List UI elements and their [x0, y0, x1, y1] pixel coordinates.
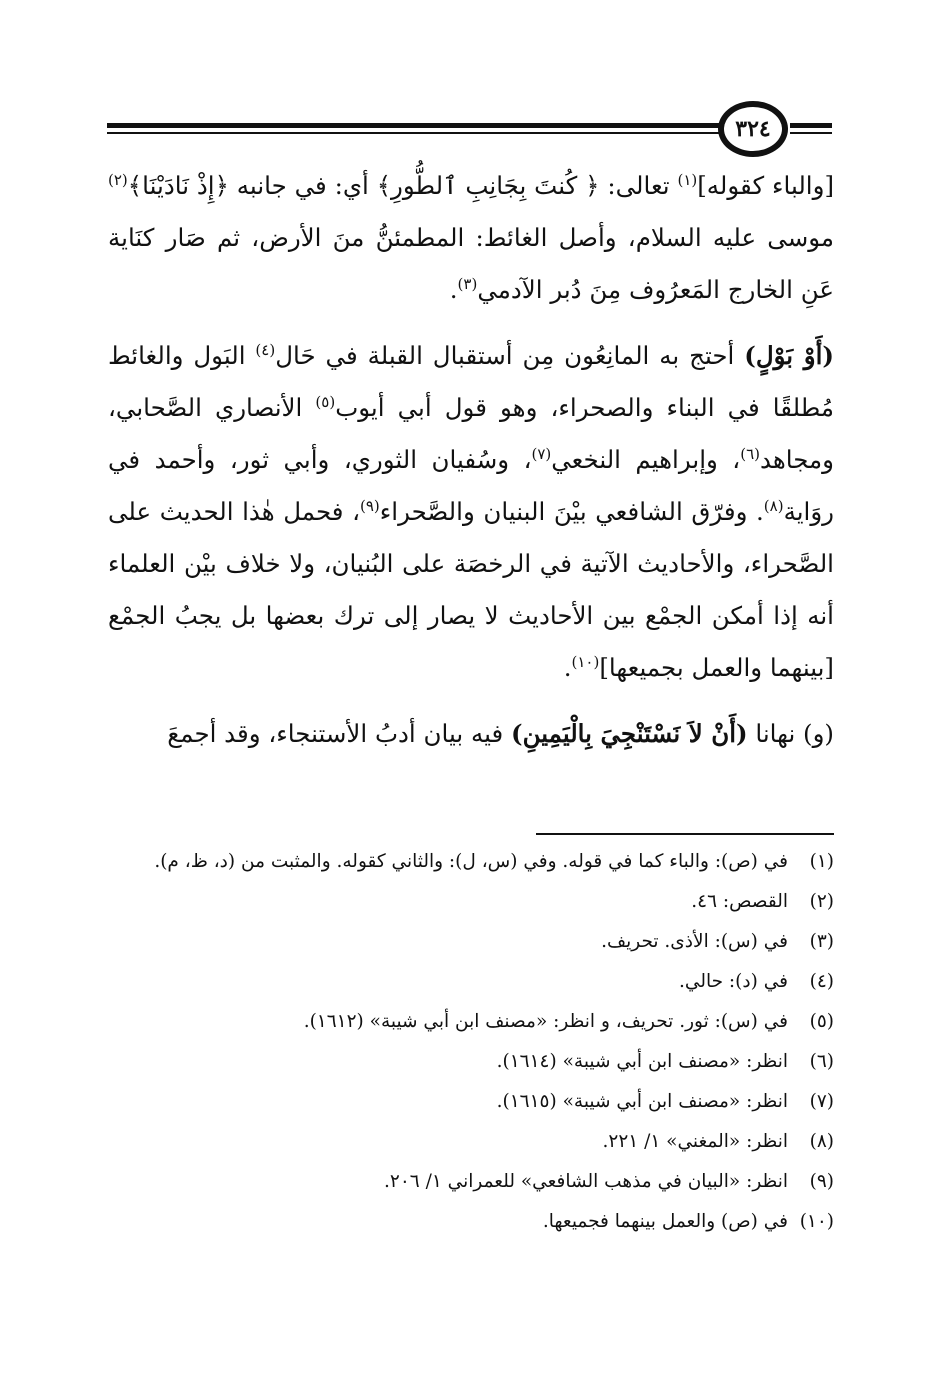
footnote-number: (٧) — [809, 1091, 834, 1112]
paragraph-2 — [108, 330, 834, 694]
paragraph-1 — [108, 160, 834, 316]
footnote-number: (٩) — [809, 1171, 834, 1192]
text-run: أحتج به المانِعُون مِن أستقبال القبلة في حَال — [275, 341, 745, 370]
footnote-text: انظر: «مصنف ابن أبي شيبة» (١٦١٤). — [496, 1051, 788, 1072]
footnote-number: (٦) — [809, 1051, 834, 1072]
text-run: ، فحمل هٰذا الحديث على الصَّحراء، والأحاديث الآتية في الرخصَة على البُنيان، ولا خلاف بيْن العلماء أنه إذا أمكن الجمْع بين الأحاديث لا يصار إلى ترك بعضها بل يجبُ الجمْع [بينهما والعمل بجميعها] — [108, 497, 834, 682]
footnote-number: (٨) — [809, 1131, 834, 1152]
text-run: ، وإبراهيم النخعي — [551, 445, 741, 474]
footnote-text: في (س): الأذى. تحريف. — [601, 931, 788, 952]
footnote-text: انظر: «البيان في مذهب الشافعي» للعمراني ١/ ٢٠٦. — [384, 1171, 788, 1192]
footnote-ref-1: (١) — [677, 170, 698, 189]
header-rule-thick-right — [790, 123, 832, 128]
footnote-ref-7: (٧) — [531, 444, 552, 463]
footnote-item — [108, 842, 834, 882]
footnote-ref-2: (٢) — [108, 170, 128, 189]
footnote-ref-10: (١٠) — [571, 652, 600, 671]
text-run: البَول والغائط مُطلقًا في البناء والصحراء، وهو قول أبي أيوب — [108, 341, 834, 422]
text-run: . وفرّق الشافعي بيْنَ البنيان والصَّحراء — [379, 497, 764, 526]
footnote-number: (٥) — [809, 1011, 834, 1032]
footnote-ref-8: (٨) — [763, 496, 784, 515]
header-rule-thick-left — [107, 123, 719, 128]
footnote-text: انظر: «المغني» ١/ ٢٢١. — [602, 1131, 788, 1152]
bold-lead: (أَوْ بَوْلٍ) — [744, 341, 834, 370]
footnote-number: (١) — [809, 851, 834, 872]
footnote-item — [108, 882, 834, 922]
footnote-ref-5: (٥) — [315, 392, 336, 411]
text-run: . — [449, 275, 458, 304]
header-rule-thin-left — [107, 132, 719, 134]
text-run: . — [563, 653, 572, 682]
footnote-item — [108, 1002, 834, 1042]
footnote-item — [108, 922, 834, 962]
paragraph-3 — [108, 708, 834, 760]
text-run: موسى عليه السلام، وأصل الغائط: المطمئنُّ منَ الأرض، ثم صَار كنَاية عَنِ الخارج المَعرُوف مِنَ دُبر الآدمي — [108, 223, 834, 304]
footnote-text: في (ص): والباء كما في قوله. وفي (س، ل): والثاني كقوله. والمثبت من (د، ظ، م). — [154, 851, 788, 872]
text-run: ، وسُفيان الثوري، وأبي ثور، وأحمد في روَاية — [108, 445, 834, 526]
text-run: فيه بيان أدبُ الأستنجاء، وقد أجمعَ — [167, 719, 512, 748]
footnotes — [108, 842, 834, 1242]
main-text — [108, 160, 834, 774]
footnote-ref-9: (٩) — [359, 496, 380, 515]
footnote-number: (٤) — [809, 971, 834, 992]
footnote-item — [108, 1042, 834, 1082]
footnote-ref-4: (٤) — [255, 340, 276, 359]
footnote-item — [108, 962, 834, 1002]
header-rule-thin-right — [790, 132, 832, 134]
footnote-separator — [536, 833, 834, 835]
footnote-text: في (د): حالي. — [679, 971, 788, 992]
footnote-ref-6: (٦) — [740, 444, 760, 463]
footnote-text: في (س): ثور. تحريف، و انظر: «مصنف ابن أبي شيبة» (١٦١٢). — [303, 1011, 788, 1032]
text-run: الأنصاري الصَّحابي، ومجاهد — [108, 393, 834, 474]
footnote-item — [108, 1082, 834, 1122]
footnote-text: في (ص) والعمل بينهما فجميعها. — [542, 1211, 788, 1232]
footnote-text: القصص: ٤٦. — [691, 891, 788, 912]
footnote-number: (٣) — [809, 931, 834, 952]
footnote-number: (١٠) — [799, 1211, 834, 1232]
text-run: تعالى: ﴿ كُنتَ بِجَانِبِ ٱلطُّورِ﴾ أي: في جانبه ﴿إِذْ نَادَيْنَا﴾ — [127, 171, 678, 200]
page-number: ٣٢٤ — [718, 101, 788, 157]
footnote-item — [108, 1202, 834, 1242]
footnote-ref-3: (٣) — [457, 274, 478, 293]
text-run: [والباء كقوله] — [697, 171, 835, 200]
footnote-text: انظر: «مصنف ابن أبي شيبة» (١٦١٥). — [496, 1091, 788, 1112]
bold-phrase: (أَنْ لاَ نَسْتَنْجِيَ بِالْيَمِينِ) — [511, 719, 748, 748]
footnote-item — [108, 1122, 834, 1162]
footnote-item — [108, 1162, 834, 1202]
text-run: (و) نهانا — [747, 719, 834, 748]
footnote-number: (٢) — [809, 891, 834, 912]
